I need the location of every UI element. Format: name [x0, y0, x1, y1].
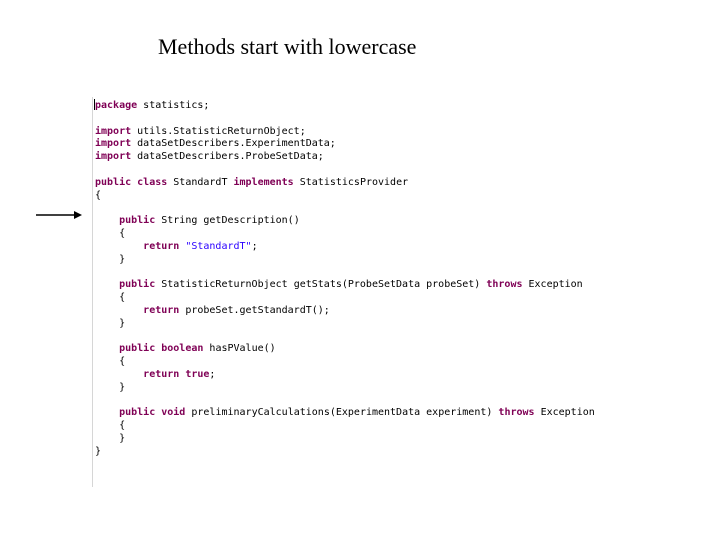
- code-text: StatisticsProvider: [293, 176, 409, 188]
- code-text: [95, 241, 143, 252]
- code-editor[interactable]: [92, 97, 613, 487]
- code-text: utils.StatisticReturnObject;: [131, 125, 306, 137]
- code-line: [95, 368, 215, 381]
- code-keyword: public: [119, 407, 156, 419]
- code-text: [95, 369, 143, 380]
- code-line: [95, 240, 258, 253]
- code-keyword: import: [95, 125, 132, 137]
- code-line: [95, 355, 125, 368]
- code-line: [95, 291, 125, 304]
- code-text: {: [95, 356, 126, 367]
- code-keyword: class: [137, 176, 168, 188]
- code-text: preliminaryCalculations(ExperimentData experiment): [185, 407, 499, 419]
- code-keyword: void: [161, 407, 186, 419]
- code-keyword: import: [95, 151, 132, 163]
- code-line: [95, 419, 125, 432]
- code-text: {: [95, 228, 126, 239]
- code-text: {: [95, 420, 126, 431]
- code-text: StatisticReturnObject getStats(ProbeSetData probeSet): [155, 279, 487, 291]
- slide-title: Methods start with lowercase: [158, 34, 417, 59]
- arrow-right-icon: [36, 208, 82, 222]
- code-text: {: [95, 292, 126, 303]
- code-line: [95, 432, 125, 445]
- code-keyword: return: [143, 304, 180, 316]
- code-line: [95, 189, 101, 202]
- code-line: [95, 406, 595, 419]
- code-keyword: boolean: [161, 343, 204, 355]
- code-line: [95, 317, 125, 330]
- code-string: "StandardT": [185, 240, 252, 252]
- code-line: [95, 381, 125, 394]
- code-text: [95, 215, 119, 226]
- code-text: hasPValue(): [203, 343, 276, 355]
- code-text: {: [95, 189, 102, 201]
- code-text: }: [95, 445, 102, 457]
- code-text: }: [95, 317, 126, 329]
- code-text: Exception: [522, 279, 583, 291]
- code-line: [95, 342, 276, 355]
- code-keyword: public: [95, 176, 132, 188]
- code-line: [95, 214, 300, 227]
- code-line: [95, 99, 209, 112]
- code-text: StandardT: [167, 176, 234, 188]
- code-text: Exception: [534, 407, 595, 419]
- code-line: [95, 137, 336, 150]
- code-text: [95, 279, 119, 290]
- code-keyword: true: [185, 368, 210, 380]
- code-keyword: package: [95, 100, 138, 111]
- code-keyword: throws: [498, 407, 535, 419]
- code-keyword: return: [143, 240, 180, 252]
- code-line: [95, 304, 330, 317]
- code-keyword: public: [119, 343, 156, 355]
- code-text: ;: [251, 240, 258, 252]
- code-text: }: [95, 253, 126, 265]
- code-line: [95, 278, 583, 291]
- code-line: [95, 150, 324, 163]
- code-line: [95, 445, 101, 458]
- code-text: }: [95, 381, 126, 393]
- code-keyword: public: [119, 215, 156, 227]
- code-keyword: implements: [233, 176, 294, 188]
- code-keyword: import: [95, 138, 132, 150]
- code-text: String getDescription(): [155, 215, 300, 227]
- code-text: [95, 407, 119, 418]
- code-text: }: [95, 432, 126, 444]
- code-text: dataSetDescribers.ProbeSetData;: [131, 151, 324, 163]
- code-keyword: throws: [486, 279, 523, 291]
- code-text: [95, 305, 143, 316]
- code-text: [95, 343, 119, 354]
- code-keyword: return: [143, 368, 180, 380]
- code-line: [95, 125, 306, 138]
- code-text: dataSetDescribers.ExperimentData;: [131, 138, 336, 150]
- code-line: [95, 253, 125, 266]
- code-text: ;: [209, 368, 216, 380]
- code-line: [95, 176, 408, 189]
- code-text: probeSet.getStandardT();: [179, 304, 330, 316]
- code-line: [95, 227, 125, 240]
- code-keyword: public: [119, 279, 156, 291]
- code-text: statistics;: [137, 100, 210, 111]
